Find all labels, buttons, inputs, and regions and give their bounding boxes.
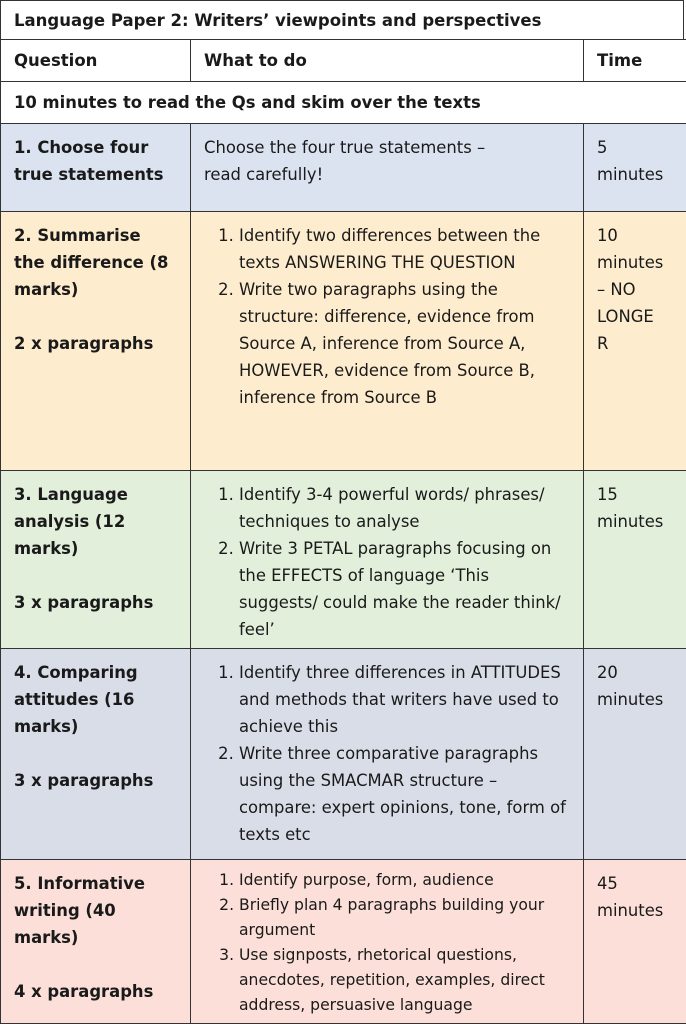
intro-text: 10 minutes to read the Qs and skim over the texts bbox=[1, 82, 686, 124]
question-line: 2. Summarise bbox=[14, 226, 141, 245]
list-item: 3. Use signposts, rhetorical questions, anecdotes, repetition, examples, direct address, persuasive language bbox=[239, 943, 573, 1018]
time-line: 10 bbox=[597, 226, 618, 245]
list-item: 2. Write three comparative paragraphs using the SMACMAR structure – compare: expert opinions, tone, form of texts etc bbox=[239, 740, 573, 848]
question-line: attitudes (16 bbox=[14, 690, 135, 709]
list-item: 1. Identify two differences between the texts ANSWERING THE QUESTION bbox=[239, 222, 573, 276]
time-cell bbox=[584, 649, 686, 860]
time-line: LONGE bbox=[597, 307, 654, 326]
time-line: 45 bbox=[597, 874, 618, 893]
time-line: minutes bbox=[597, 512, 664, 531]
question-line: true statements bbox=[14, 165, 164, 184]
time-line: minutes bbox=[597, 165, 664, 184]
time-line: 20 bbox=[597, 663, 618, 682]
paragraph-count: 4 x paragraphs bbox=[14, 982, 154, 1001]
question-line: marks) bbox=[14, 539, 79, 558]
question-line: the difference (8 bbox=[14, 253, 169, 272]
time-line: minutes bbox=[597, 253, 664, 272]
table-row bbox=[1, 124, 686, 212]
question-line: marks) bbox=[14, 717, 79, 736]
list-item: 2. Briefly plan 4 paragraphs building your argument bbox=[239, 893, 573, 943]
list-item: 1. Identify purpose, form, audience bbox=[239, 868, 573, 893]
what-to-do-cell bbox=[191, 212, 584, 471]
list-item: 2. Write two paragraphs using the structure: difference, evidence from Source A, inference from Source A, HOWEVER, evidence from Source B, inference from Source B bbox=[239, 276, 573, 411]
header-question: Question bbox=[1, 40, 191, 82]
question-cell bbox=[1, 860, 191, 1024]
question-cell bbox=[1, 471, 191, 649]
plan-table bbox=[0, 39, 686, 1024]
list-item: 1. Identify 3-4 powerful words/ phrases/ techniques to analyse bbox=[239, 481, 573, 535]
time-line: minutes bbox=[597, 690, 664, 709]
instruction-line: read carefully! bbox=[204, 165, 324, 184]
question-line: 1. Choose four bbox=[14, 138, 149, 157]
what-to-do-cell bbox=[191, 124, 584, 212]
what-to-do-cell bbox=[191, 471, 584, 649]
table-row bbox=[1, 860, 686, 1024]
table-row bbox=[1, 212, 686, 471]
question-line: 3. Language bbox=[14, 485, 128, 504]
time-line: – NO bbox=[597, 280, 636, 299]
time-line: minutes bbox=[597, 901, 664, 920]
paragraph-count: 3 x paragraphs bbox=[14, 771, 154, 790]
time-line: R bbox=[597, 334, 609, 353]
steps-list bbox=[204, 868, 573, 1018]
time-line: 15 bbox=[597, 485, 618, 504]
table-row bbox=[1, 471, 686, 649]
what-to-do-cell bbox=[191, 860, 584, 1024]
time-cell bbox=[584, 124, 686, 212]
what-to-do-cell bbox=[191, 649, 584, 860]
question-line: writing (40 bbox=[14, 901, 116, 920]
paragraph-count: 3 x paragraphs bbox=[14, 593, 154, 612]
question-line: 4. Comparing bbox=[14, 663, 138, 682]
steps-list bbox=[204, 222, 573, 411]
header-time: Time bbox=[584, 40, 686, 82]
question-line: marks) bbox=[14, 928, 79, 947]
table-row bbox=[1, 649, 686, 860]
header-row bbox=[1, 40, 686, 82]
time-cell bbox=[584, 471, 686, 649]
paragraph-count: 2 x paragraphs bbox=[14, 334, 154, 353]
header-what-to-do: What to do bbox=[191, 40, 584, 82]
instruction-line: Choose the four true statements – bbox=[204, 138, 486, 157]
question-cell bbox=[1, 649, 191, 860]
list-item: 1. Identify three differences in ATTITUDES and methods that writers have used to achieve this bbox=[239, 659, 573, 740]
time-cell bbox=[584, 212, 686, 471]
steps-list bbox=[204, 481, 573, 643]
question-cell bbox=[1, 124, 191, 212]
question-cell bbox=[1, 212, 191, 471]
time-cell bbox=[584, 860, 686, 1024]
time-line: 5 bbox=[597, 138, 608, 157]
question-line: analysis (12 bbox=[14, 512, 126, 531]
page-title: Language Paper 2: Writers’ viewpoints and perspectives bbox=[0, 0, 684, 39]
list-item: 2. Write 3 PETAL paragraphs focusing on the EFFECTS of language ‘This suggests/ could make the reader think/ feel’ bbox=[239, 535, 573, 643]
question-line: 5. Informative bbox=[14, 874, 145, 893]
intro-row bbox=[1, 82, 686, 124]
question-line: marks) bbox=[14, 280, 79, 299]
steps-list bbox=[204, 659, 573, 848]
